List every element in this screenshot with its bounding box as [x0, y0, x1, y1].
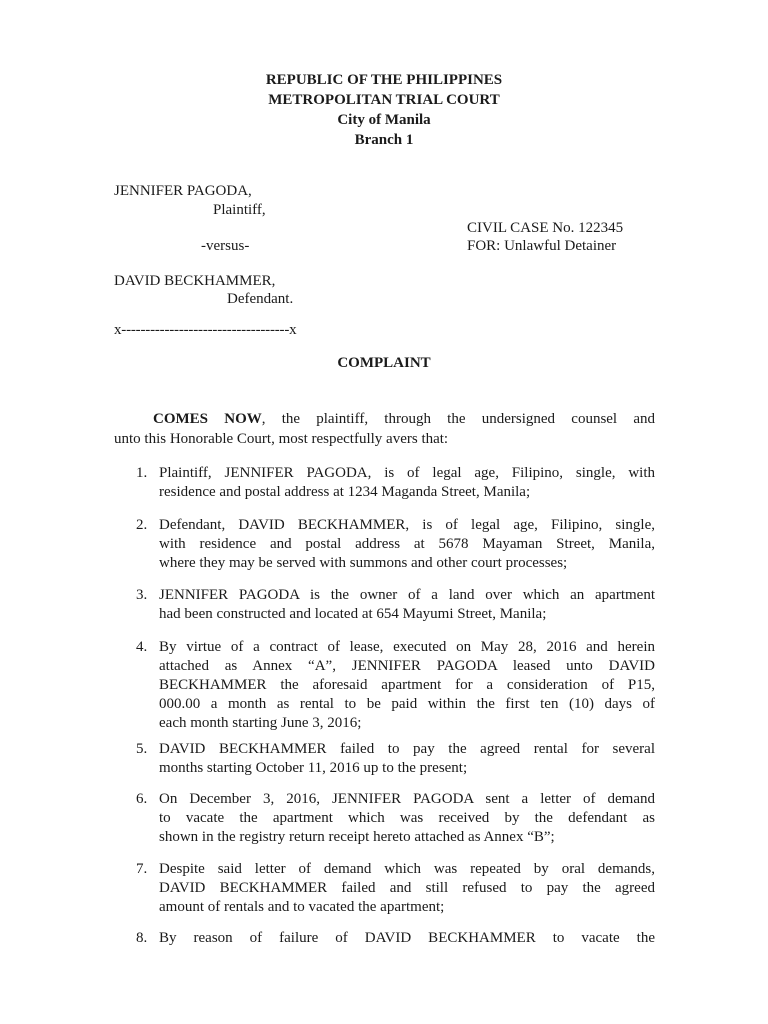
court-header	[0, 70, 768, 150]
header-republic: REPUBLIC OF THE PHILIPPINES	[265, 72, 503, 88]
list-item-line: DAVID BECKHAMMER failed and still refused to pay the agreed	[159, 880, 655, 896]
header-branch: Branch 1	[354, 132, 414, 148]
list-item-number: 7.	[136, 861, 148, 877]
list-item-line: Despite said letter of demand which was repeated by oral demands,	[159, 861, 655, 877]
plaintiff-name: JENNIFER PAGODA,	[114, 183, 252, 199]
list-item-line: DAVID BECKHAMMER failed to pay the agreed rental for several	[159, 741, 655, 757]
list-item-line: By reason of failure of DAVID BECKHAMMER to vacate the	[159, 930, 655, 946]
intro-line-1-rest: , the plaintiff, through the undersigned counsel and	[261, 411, 655, 427]
list-item-text	[159, 790, 655, 847]
header-city: City of Manila	[337, 112, 431, 128]
list-item-number: 6.	[136, 791, 148, 807]
list-item-text	[159, 516, 655, 573]
list-item-text	[159, 464, 655, 502]
intro-line-2: unto this Honorable Court, most respectfully avers that:	[114, 431, 449, 447]
list-item-line: with residence and postal address at 5678 Mayaman Street, Manila,	[159, 536, 655, 552]
list-item-line: each month starting June 3, 2016;	[159, 715, 362, 731]
list-item-line: where they may be served with summons and other court processes;	[159, 555, 568, 571]
list-item-number: 3.	[136, 587, 148, 603]
intro-lead: COMES NOW	[153, 411, 262, 427]
list-item-text	[159, 929, 655, 948]
list-item-number: 8.	[136, 930, 148, 946]
list-item-number: 1.	[136, 465, 148, 481]
list-item-line: months starting October 11, 2016 up to the present;	[159, 760, 468, 776]
list-item-line: had been constructed and located at 654 Mayumi Street, Manila;	[159, 606, 547, 622]
list-item-line: JENNIFER PAGODA is the owner of a land over which an apartment	[159, 587, 655, 603]
list-item-number: 4.	[136, 639, 148, 655]
list-item-line: shown in the registry return receipt hereto attached as Annex “B”;	[159, 829, 555, 845]
list-item-line: attached as Annex “A”, JENNIFER PAGODA leased unto DAVID	[159, 658, 655, 674]
case-number: CIVIL CASE No. 122345	[467, 220, 624, 236]
list-item-line: Defendant, DAVID BECKHAMMER, is of legal age, Filipino, single,	[159, 517, 655, 533]
list-item-line: amount of rentals and to vacated the apartment;	[159, 899, 445, 915]
intro-line-1	[114, 410, 655, 429]
list-item-line: By virtue of a contract of lease, executed on May 28, 2016 and herein	[159, 639, 655, 655]
header-court: METROPOLITAN TRIAL COURT	[268, 92, 500, 108]
defendant-role: Defendant.	[227, 291, 294, 307]
list-item-text	[159, 740, 655, 778]
list-item-text	[159, 586, 655, 624]
defendant-name: DAVID BECKHAMMER,	[114, 273, 276, 289]
list-item-line: BECKHAMMER the aforesaid apartment for a consideration of P15,	[159, 677, 655, 693]
list-item-line: Plaintiff, JENNIFER PAGODA, is of legal age, Filipino, single, with	[159, 465, 655, 481]
list-item-line: residence and postal address at 1234 Maganda Street, Manila;	[159, 484, 531, 500]
document-title: COMPLAINT	[337, 355, 431, 371]
caption-separator: x-----------------------------------x	[114, 322, 297, 338]
list-item-line: 000.00 a month as rental to be paid within the first ten (10) days of	[159, 696, 655, 712]
list-item-number: 2.	[136, 517, 148, 533]
plaintiff-role: Plaintiff,	[213, 202, 266, 218]
case-nature: FOR: Unlawful Detainer	[467, 238, 617, 254]
list-item-line: to vacate the apartment which was received by the defendant as	[159, 810, 655, 826]
list-item-text	[159, 638, 655, 733]
list-item-text	[159, 860, 655, 917]
versus-label: -versus-	[201, 238, 250, 254]
list-item-number: 5.	[136, 741, 148, 757]
list-item-line: On December 3, 2016, JENNIFER PAGODA sent a letter of demand	[159, 791, 655, 807]
